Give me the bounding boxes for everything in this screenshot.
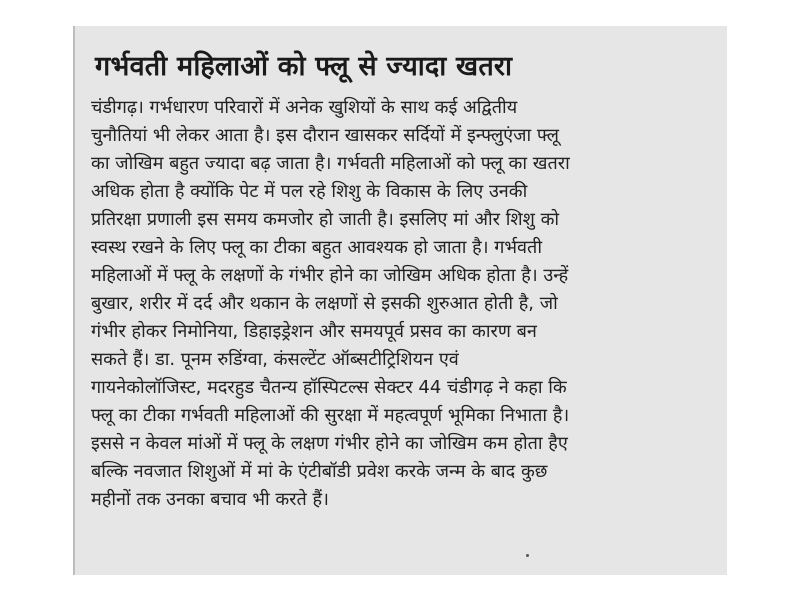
article-line: सकते हैं। डा. पूनम रुडिंग्वा, कंसल्टेंट ऑब्सटीट्रिशियन एवं <box>91 349 459 370</box>
article-line: बुखार, शरीर में दर्द और थकान के लक्षणों से इसकी शुरुआत होती है, जो <box>91 293 558 314</box>
article-line: चुनौतियां भी लेकर आता है। इस दौरान खासकर सर्दियों में इन्फ्लुएंजा फ्लू <box>91 125 559 146</box>
article-line: स्वस्थ रखने के लिए फ्लू का टीका बहुत आवश्यक हो जाता है। गर्भवती <box>91 237 542 258</box>
article-line: प्रतिरक्षा प्रणाली इस समय कमजोर हो जाती है। इसलिए मां और शिशु को <box>91 209 560 230</box>
article-line: महीनों तक उनका बचाव भी करते हैं। <box>91 489 329 510</box>
article-line: का जोखिम बहुत ज्यादा बढ़ जाता है। गर्भवती महिलाओं को फ्लू का खतरा <box>91 153 570 174</box>
article-line: महिलाओं में फ्लू के लक्षणों के गंभीर होने का जोखिम अधिक होता है। उन्हें <box>91 265 569 286</box>
article-body <box>91 94 715 514</box>
article-headline: गर्भवती महिलाओं को फ्लू से ज्यादा खतरा <box>95 51 513 82</box>
article-line: गायनेकोलॉजिस्ट, मदरहुड चैतन्य हॉस्पिटल्स सेक्टर 44 चंडीगढ़ ने कहा कि <box>91 377 567 398</box>
article-line: गंभीर होकर निमोनिया, डिहाइड्रेशन और समयपूर्व प्रसव का कारण बन <box>91 321 537 342</box>
article-line: चंडीगढ़। गर्भधारण परिवारों में अनेक खुशियों के साथ कई अद्वितीय <box>91 97 518 118</box>
article-line: बल्कि नवजात शिशुओं में मां के एंटीबॉडी प्रवेश करके जन्म के बाद कुछ <box>91 461 548 482</box>
newspaper-clipping <box>73 26 727 575</box>
article-line: इससे न केवल मांओं में फ्लू के लक्षण गंभीर होने का जोखिम कम होता हैए <box>91 433 568 454</box>
article-line: फ्लू का टीका गर्भवती महिलाओं की सुरक्षा में महत्वपूर्ण भूमिका निभाता है। <box>91 405 570 426</box>
print-speck <box>526 554 529 557</box>
article-line: अधिक होता है क्योंकि पेट में पल रहे शिशु के विकास के लिए उनकी <box>91 181 528 202</box>
